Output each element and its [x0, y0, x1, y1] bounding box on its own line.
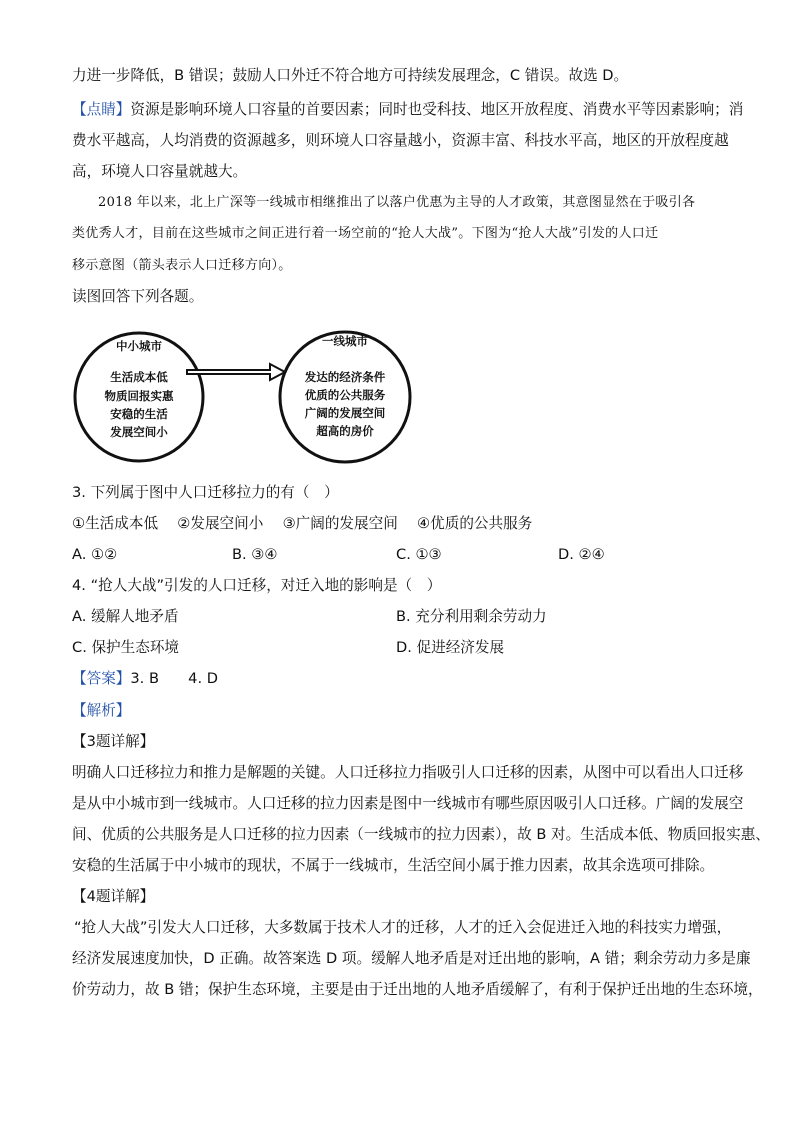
q3-detail-line: 间、优质的公共服务是人口迁移的拉力因素（一线城市的拉力因素），故 B 对。生活成本低、物质回报实惠、	[72, 826, 770, 843]
text-line: 力进一步降低，B 错误；鼓励人口外迁不符合地方可持续发展理念，C 错误。故选 D。	[72, 67, 629, 84]
q4-detail-line: 价劳动力，故 B 错；保护生态环境，主要是由于迁出地的人地矛盾缓解了，有利于保护迁出地的生态环境，	[72, 981, 763, 998]
big-city-factor: 超高的房价	[316, 424, 374, 438]
q3-detail-line: 是从中小城市到一线城市。人口迁移的拉力因素是图中一线城市有哪些原因吸引人口迁移。广阔的发展空	[72, 795, 744, 812]
question-3-option-c: C. ①③	[396, 546, 442, 563]
passage-line: 2018 年以来，北上广深等一线城市相继推出了以落户优惠为主导的人才政策，其意图显然在于吸引各	[98, 195, 696, 210]
pointing-paragraph	[72, 100, 743, 120]
text-line: 费水平越高，人均消费的资源越多，则环境人口容量越小，资源丰富、科技水平高，地区的开放程度越	[72, 132, 729, 149]
pointing-text: 资源是影响环境人口容量的首要因素；同时也受科技、地区开放程度、消费水平等因素影响；消	[130, 101, 744, 118]
question-3-option-d: D. ②④	[558, 546, 605, 563]
analysis-label: 【解析】	[72, 702, 131, 719]
answer-line	[72, 669, 218, 689]
instruction-line: 读图回答下列各题。	[72, 288, 204, 305]
migration-arrow	[187, 364, 285, 380]
q4-detail-line: “抢人大战”引发大人口迁移，大多数属于技术人才的迁移，人才的迁入会促进迁入地的科技实力增强，	[74, 919, 732, 936]
small-city-title: 中小城市	[116, 339, 162, 353]
passage-line: 类优秀人才，目前在这些城市之间正进行着一场空前的“抢人大战”。下图为“抢人大战”引发的人口迁	[72, 226, 659, 241]
big-city-factor: 优质的公共服务	[304, 388, 386, 402]
big-city-factor: 广阔的发展空间	[304, 406, 386, 420]
big-city-title: 一线城市	[322, 334, 368, 348]
q4-detail-line: 经济发展速度加快，D 正确。故答案选 D 项。缓解人地矛盾是对迁出地的影响，A 错；剩余劳动力多是廉	[72, 950, 751, 967]
question-4-option-b: B. 充分利用剩余劳动力	[396, 608, 547, 625]
small-city-factor: 生活成本低	[110, 370, 168, 384]
q3-detail-label: 【3题详解】	[72, 733, 155, 750]
question-4-stem: 4. “抢人大战”引发的人口迁移，对迁入地的影响是（ ）	[72, 577, 442, 594]
q4-detail-label: 【4题详解】	[72, 888, 155, 905]
question-3-stem: 3. 下列属于图中人口迁移拉力的有（ ）	[72, 484, 339, 501]
passage-line: 移示意图（箭头表示人口迁移方向）。	[72, 258, 292, 273]
big-city-factor: 发达的经济条件	[304, 370, 386, 384]
question-3-option-a: A. ①②	[72, 546, 118, 563]
question-4-option-a: A. 缓解人地矛盾	[72, 608, 179, 625]
small-city-factor: 安稳的生活	[110, 407, 168, 421]
text-line: 高，环境人口容量就越大。	[72, 163, 248, 180]
question-3-choices: ①生活成本低 ②发展空间小 ③广阔的发展空间 ④优质的公共服务	[72, 515, 533, 532]
small-city-factor: 发展空间小	[110, 425, 168, 439]
question-3-option-b: B. ③④	[232, 546, 278, 563]
answer-text: 3. B 4. D	[130, 670, 218, 687]
migration-diagram	[70, 325, 420, 470]
answer-label: 【答案】	[72, 670, 131, 687]
q3-detail-line: 安稳的生活属于中小城市的现状，不属于一线城市，生活空间小属于推力因素，故其余选项可排除。	[72, 857, 715, 874]
question-4-option-d: D. 促进经济发展	[396, 639, 505, 656]
small-city-factor: 物质回报实惠	[104, 389, 174, 403]
q3-detail-line: 明确人口迁移拉力和推力是解题的关键。人口迁移拉力指吸引人口迁移的因素，从图中可以看出人口迁移	[72, 764, 744, 781]
question-4-option-c: C. 保护生态环境	[72, 639, 180, 656]
pointing-label: 【点睛】	[72, 101, 131, 118]
